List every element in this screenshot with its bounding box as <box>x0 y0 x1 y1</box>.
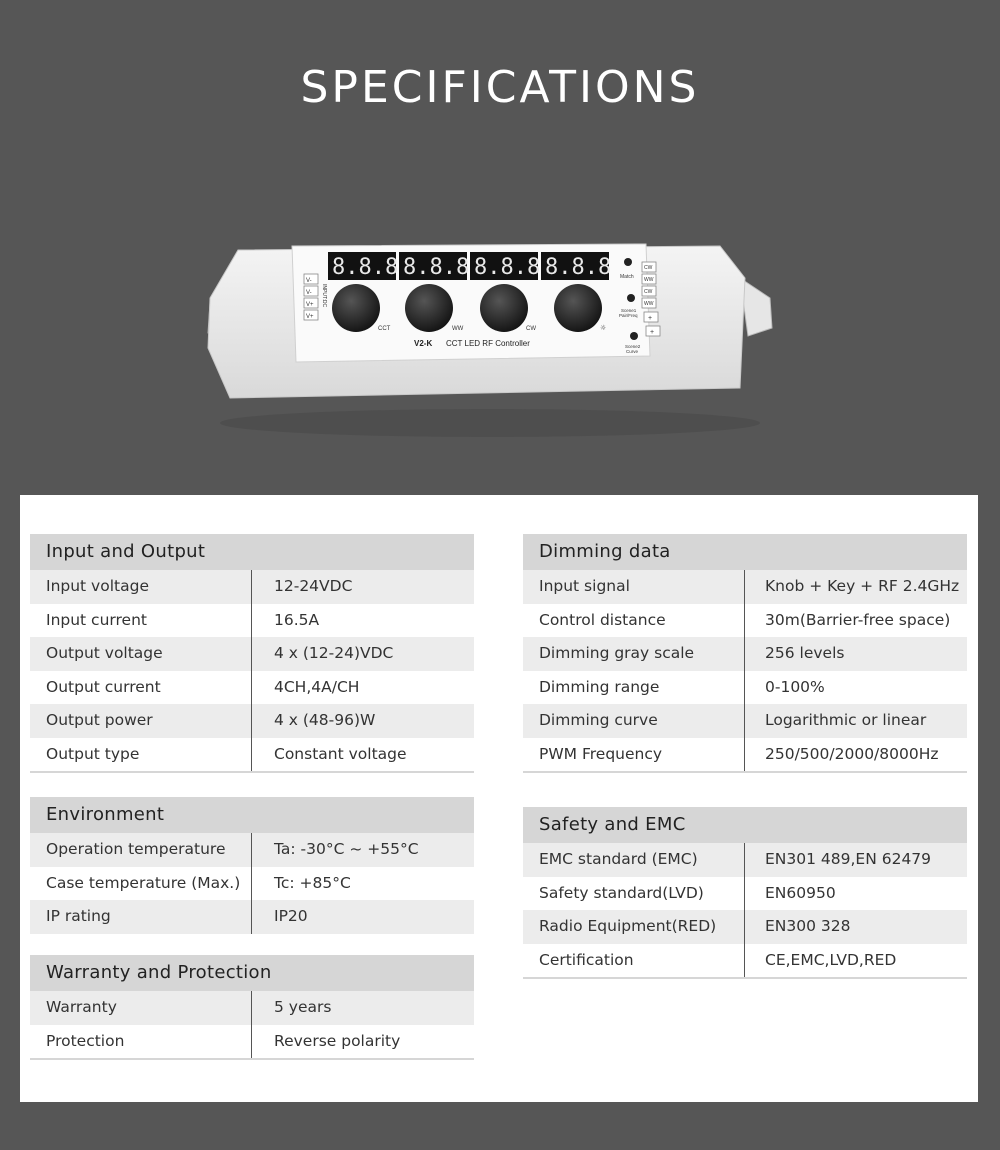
spec-value: 30m(Barrier-free space) <box>765 610 951 629</box>
safety-emc-table <box>523 807 967 979</box>
spec-key: IP rating <box>30 900 252 934</box>
table-title: Safety and EMC <box>523 807 967 843</box>
table-row <box>523 570 967 604</box>
table-row <box>30 637 474 671</box>
spec-value: Reverse polarity <box>274 1031 401 1050</box>
table-title: Input and Output <box>30 534 474 570</box>
table-row <box>523 671 967 705</box>
svg-text:V-: V- <box>306 290 312 296</box>
spec-value: 0-100% <box>765 677 825 696</box>
svg-text:V-: V- <box>306 278 312 284</box>
warranty-table <box>30 955 474 1060</box>
svg-text:+: + <box>648 315 653 322</box>
spec-value: 5 years <box>274 998 332 1016</box>
spec-key: Input current <box>30 604 252 638</box>
spec-value: 4 x (48-96)W <box>274 711 376 729</box>
svg-text:WW: WW <box>452 326 464 332</box>
svg-text:Match: Match <box>620 274 634 280</box>
spec-value: 250/500/2000/8000Hz <box>765 744 939 763</box>
device-name: CCT LED RF Controller <box>446 339 530 348</box>
table-title: Dimming data <box>523 534 967 570</box>
spec-key: Control distance <box>523 604 745 638</box>
spec-key: Operation temperature <box>30 833 252 867</box>
table-row <box>523 704 967 738</box>
table-row <box>523 944 967 978</box>
input-output-table <box>30 534 474 773</box>
svg-text:Pair/Freq: Pair/Freq <box>619 313 638 318</box>
svg-text:V+: V+ <box>306 314 314 320</box>
spec-value: 12-24VDC <box>274 577 353 595</box>
spec-value: Ta: -30°C ~ +55°C <box>274 840 419 858</box>
spec-key: Radio Equipment(RED) <box>523 910 745 944</box>
spec-key: Certification <box>523 944 745 978</box>
table-row <box>523 910 967 944</box>
svg-text:CW: CW <box>526 326 536 332</box>
spec-value: EN60950 <box>765 883 836 902</box>
table-divider <box>523 977 967 979</box>
table-row <box>523 877 967 911</box>
specifications-sheet <box>20 495 978 1102</box>
table-divider <box>30 771 474 773</box>
spec-key: Input voltage <box>30 570 252 604</box>
table-row <box>30 570 474 604</box>
table-title: Warranty and Protection <box>30 955 474 991</box>
table-row <box>30 604 474 638</box>
spec-value: EN301 489,EN 62479 <box>765 850 932 868</box>
spec-key: Dimming curve <box>523 704 745 738</box>
spec-value: Logarithmic or linear <box>765 711 927 729</box>
device-model: V2-K <box>414 339 433 348</box>
table-row <box>30 704 474 738</box>
table-row <box>30 867 474 901</box>
svg-text:Scene1: Scene1 <box>621 308 637 313</box>
svg-text:Scene2: Scene2 <box>625 344 641 349</box>
svg-text:WW: WW <box>644 301 654 307</box>
table-title: Environment <box>30 797 474 833</box>
spec-value: Constant voltage <box>274 744 407 763</box>
spec-key: Output voltage <box>30 637 252 671</box>
table-row <box>30 991 474 1025</box>
table-row <box>30 738 474 772</box>
spec-key: Dimming gray scale <box>523 637 745 671</box>
page-title: SPECIFICATIONS <box>300 62 700 113</box>
svg-text:Curve: Curve <box>626 349 639 354</box>
spec-key: Output current <box>30 671 252 705</box>
svg-text:V+: V+ <box>306 302 314 308</box>
table-divider <box>30 1058 474 1060</box>
spec-value: Tc: +85°C <box>274 873 351 892</box>
table-row <box>30 671 474 705</box>
spec-value: Knob + Key + RF 2.4GHz <box>765 577 960 595</box>
spec-value: CE,EMC,LVD,RED <box>765 950 897 969</box>
svg-text:INPUT:DC: INPUT:DC <box>321 284 327 308</box>
table-row <box>523 637 967 671</box>
table-row <box>30 833 474 867</box>
spec-key: Dimming range <box>523 671 745 705</box>
environment-table <box>30 797 474 934</box>
svg-text:CW: CW <box>644 289 653 295</box>
table-row <box>30 1025 474 1059</box>
table-row <box>523 604 967 638</box>
spec-value: EN300 328 <box>765 917 851 935</box>
spec-key: Output power <box>30 704 252 738</box>
table-row <box>523 843 967 877</box>
table-divider <box>523 771 967 773</box>
spec-key: Output type <box>30 738 252 772</box>
svg-text:8.8.8: 8.8.8 <box>403 255 470 280</box>
svg-text:WW: WW <box>644 277 654 283</box>
spec-key: Warranty <box>30 991 252 1025</box>
svg-text:CCT: CCT <box>378 326 391 332</box>
spec-key: Protection <box>30 1025 252 1059</box>
spec-key: EMC standard (EMC) <box>523 843 745 877</box>
svg-text:8.8.8: 8.8.8 <box>545 255 612 280</box>
spec-key: Case temperature (Max.) <box>30 867 252 901</box>
table-row <box>30 900 474 934</box>
spec-key: PWM Frequency <box>523 738 745 772</box>
spec-value: 4CH,4A/CH <box>274 677 360 696</box>
svg-text:☼: ☼ <box>600 324 607 332</box>
svg-text:CW: CW <box>644 265 653 271</box>
table-row <box>523 738 967 772</box>
svg-text:8.8.8: 8.8.8 <box>332 255 399 280</box>
spec-value: IP20 <box>274 907 308 925</box>
controller-device-illustration <box>200 238 780 438</box>
spec-value: 4 x (12-24)VDC <box>274 644 394 662</box>
spec-value: 256 levels <box>765 644 845 662</box>
spec-value: 16.5A <box>274 610 320 629</box>
svg-text:+: + <box>650 329 655 336</box>
svg-text:8.8.8: 8.8.8 <box>474 255 541 280</box>
dimming-table <box>523 534 967 773</box>
spec-key: Input signal <box>523 570 745 604</box>
spec-key: Safety standard(LVD) <box>523 877 745 911</box>
